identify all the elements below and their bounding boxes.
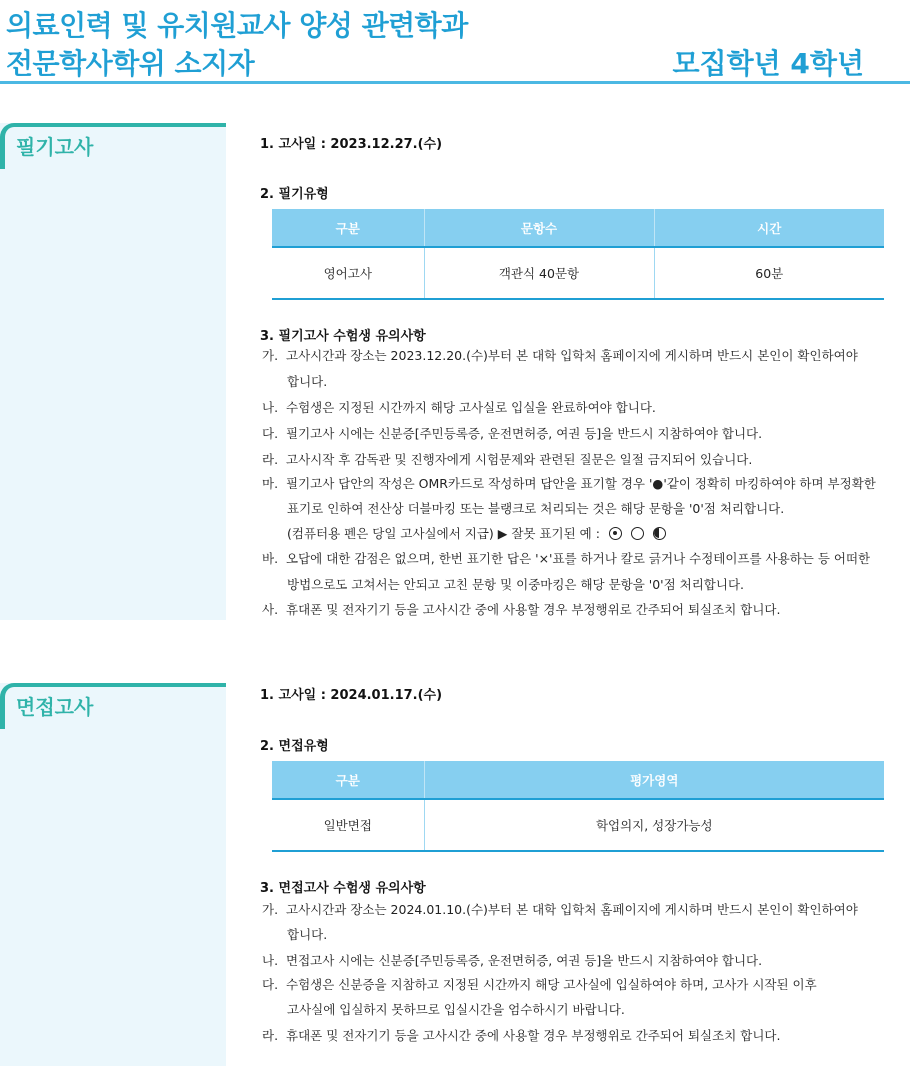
table-cell: 60분 (654, 247, 884, 299)
table-cell: 일반면접 (323, 818, 372, 833)
list-item: 다. 수험생은 신분증을 지참하고 지정된 시간까지 해당 고사실에 입실하여야 하며, 고사가 시작된 이후 (262, 977, 817, 992)
page-title-line2: 전문학사학위 소지자 (6, 47, 255, 80)
page-title-line1: 의료인력 및 유치원교사 양성 관련학과 (6, 9, 468, 42)
interview-notes-heading: 3. 면접고사 수험생 유의사항 (260, 881, 426, 896)
written-notes-heading: 3. 필기고사 수험생 유의사항 (260, 329, 426, 344)
list-item-cont: 합니다. (287, 927, 328, 942)
table-cell: 영어고사 (323, 266, 372, 281)
wrong-mark-half-icon (653, 527, 666, 540)
list-item-cont: 표기로 인하여 전산상 더블마킹 또는 블랭크로 처리되는 것은 해당 문항을 '0'점 처리합니다. (287, 501, 785, 516)
list-item-cont: 합니다. (287, 374, 328, 389)
written-exam-label: 필기고사 (16, 135, 94, 159)
table-header-category: 구분 (272, 761, 424, 799)
list-item: 가. 고사시간과 장소는 2023.12.20.(수)부터 본 대학 입학처 홈페이지에 게시하며 반드시 본인이 확인하여야 (262, 348, 858, 363)
table-header-questions: 문항수 (424, 209, 654, 247)
table-row (272, 799, 884, 851)
interview-exam-table (272, 761, 884, 852)
interview-exam-label: 면접고사 (16, 695, 94, 719)
header-divider (0, 81, 910, 84)
list-item: 사. 휴대폰 및 전자기기 등을 고사시간 중에 사용할 경우 부정행위로 간주되어 퇴실조치 합니다. (262, 602, 781, 617)
list-item: 라. 휴대폰 및 전자기기 등을 고사시간 중에 사용할 경우 부정행위로 간주되어 퇴실조치 합니다. (262, 1028, 781, 1043)
list-item-cont: 방법으로도 고쳐서는 안되고 고친 문항 및 이중마킹은 해당 문항을 '0'점 처리합니다. (287, 577, 745, 592)
interview-exam-type-heading: 2. 면접유형 (260, 739, 329, 754)
interview-exam-sidebar (0, 683, 226, 1066)
wrong-mark-dot-icon (609, 527, 622, 540)
list-item: 나. 면접고사 시에는 신분증[주민등록증, 운전면허증, 여권 등]을 반드시 지참하여야 합니다. (262, 953, 763, 968)
table-row (272, 247, 884, 299)
list-item: 라. 고사시작 후 감독관 및 진행자에게 시험문제와 관련된 질문은 일절 금지되어 있습니다. (262, 452, 753, 467)
list-item: 마. 필기고사 답안의 작성은 OMR카드로 작성하며 답안을 표기할 경우 '●'같이 정확히 마킹하여야 하며 부정확한 (262, 476, 876, 491)
list-item: 나. 수험생은 지정된 시간까지 해당 고사실로 입실을 완료하여야 합니다. (262, 400, 656, 415)
table-cell: 객관식 40문항 (424, 247, 654, 299)
list-item: 다. 필기고사 시에는 신분증[주민등록증, 운전면허증, 여권 등]을 반드시 지참하여야 합니다. (262, 426, 763, 441)
table-header-time: 시간 (654, 209, 884, 247)
written-exam-type-heading: 2. 필기유형 (260, 187, 329, 202)
written-exam-sidebar (0, 123, 226, 620)
list-item: 바. 오답에 대한 감점은 없으며, 한번 표기한 답은 '×'표를 하거나 칼로 긁거나 수정테이프를 사용하는 등 어떠한 (262, 551, 871, 566)
written-exam-date: 1. 고사일 : 2023.12.27.(수) (260, 137, 443, 152)
table-header-evaluation: 평가영역 (424, 761, 884, 799)
list-item-cont: (컴퓨터용 펜은 당일 고사실에서 지급) ▶ 잘못 표기된 예 : (287, 525, 666, 543)
interview-exam-date: 1. 고사일 : 2024.01.17.(수) (260, 688, 443, 703)
grade-label: 모집학년 4학년 (672, 47, 864, 80)
table-header-category: 구분 (272, 209, 424, 247)
wrong-mark-check-icon (631, 527, 644, 540)
table-cell: 학업의지, 성장가능성 (424, 799, 884, 851)
list-item-cont: 고사실에 입실하지 못하므로 입실시간을 엄수하시기 바랍니다. (287, 1002, 625, 1017)
written-exam-table (272, 209, 884, 300)
list-item: 가. 고사시간과 장소는 2024.01.10.(수)부터 본 대학 입학처 홈페이지에 게시하며 반드시 본인이 확인하여야 (262, 902, 858, 917)
